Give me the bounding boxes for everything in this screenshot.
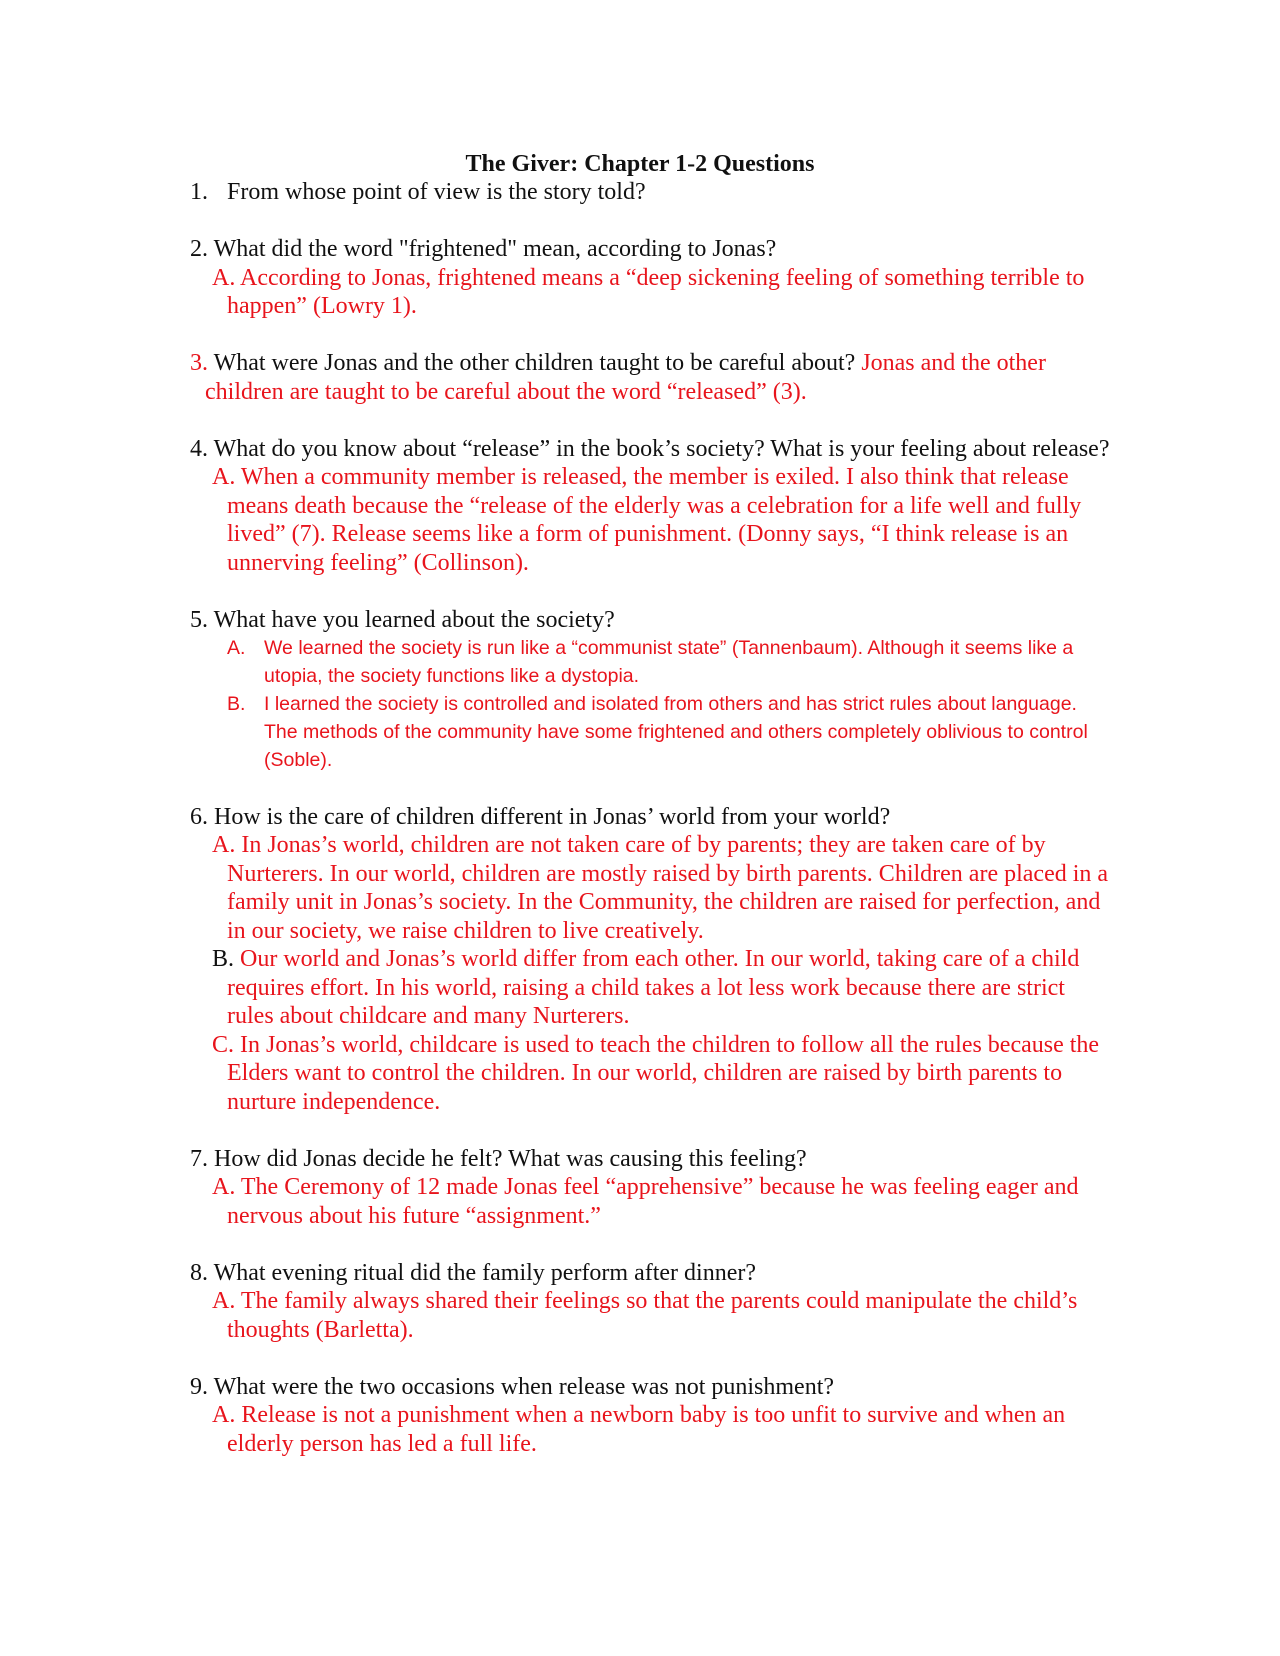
question-6: 6. How is the care of children different in Jonas’ world from your world? bbox=[190, 803, 891, 830]
answer-letter: B. bbox=[227, 693, 246, 715]
answer-6a: A. In Jonas’s world, children are not taken care of by parents; they are taken care of by Nurterers. In our world, children are mostly raised by birth parents. Children are placed in a family unit in Jonas’s society. In the Community, the children are raised for perfection, and in our society, we raise children to live creatively. bbox=[212, 832, 1109, 944]
question-2: 2. What did the word "frightened" mean, according to Jonas? bbox=[190, 236, 777, 262]
answer-9a: A. Release is not a punishment when a newborn baby is too unfit to survive and when an elderly person has led a full life. bbox=[212, 1402, 1066, 1457]
answer-8a: A. The family always shared their feelings so that the parents could manipulate the child’s thoughts (Barletta). bbox=[212, 1288, 1078, 1343]
answer-7a: A. The Ceremony of 12 made Jonas feel “apprehensive” because he was feeling eager and nervous about his future “assignment.” bbox=[212, 1174, 1079, 1229]
question-text: From whose point of view is the story told? bbox=[227, 179, 646, 205]
question-number: 3. bbox=[190, 350, 208, 376]
question-1 bbox=[190, 178, 1110, 207]
question-8: 8. What evening ritual did the family perform after dinner? bbox=[190, 1259, 757, 1286]
question-7: 7. How did Jonas decide he felt? What was causing this feeling? bbox=[190, 1145, 807, 1172]
answer-3: Jonas and the other children are taught to be careful about the word “released” (3). bbox=[205, 350, 1046, 405]
answer-4a: A. When a community member is released, the member is exiled. I also think that release means death because the “release of the elderly was a celebration for a life well and fully lived” (7). Release seems like a form of punishment. (Donny says, “I think release is an unnerving feeling” (Collinson). bbox=[212, 464, 1082, 576]
question-4: 4. What do you know about “release” in the book’s society? What is your feeling about release? bbox=[190, 435, 1110, 462]
answer-letter: A. bbox=[227, 637, 246, 659]
answer-list-5 bbox=[190, 634, 1110, 774]
answer-2a: A. According to Jonas, frightened means a “deep sickening feeling of something terrible to happen” (Lowry 1). bbox=[212, 264, 1085, 319]
answer-6b bbox=[190, 945, 1110, 1031]
answer-letter-b: B. bbox=[212, 946, 235, 972]
answer-text: Our world and Jonas’s world differ from each other. In our world, taking care of a child requires effort. In his world, raising a child takes a lot less work because there are strict rules about childcare and many Nurterers. bbox=[227, 946, 1080, 1029]
question-text: What were Jonas and the other children taught to be careful about? bbox=[208, 350, 862, 376]
page-title: The Giver: Chapter 1-2 Questions bbox=[465, 151, 815, 177]
answer-6c: C. In Jonas’s world, childcare is used to teach the children to follow all the rules because the Elders want to control the children. In our world, children are raised by birth parents to nurture independence. bbox=[212, 1031, 1100, 1115]
answer-5a bbox=[227, 634, 1110, 690]
question-list bbox=[190, 178, 1110, 1458]
answer-5b bbox=[227, 690, 1110, 774]
question-number: 1. bbox=[190, 179, 208, 205]
question-3 bbox=[190, 349, 1110, 406]
question-5: 5. What have you learned about the society? bbox=[190, 606, 615, 633]
answer-text: I learned the society is controlled and isolated from others and has strict rules about language. The methods of the community have some frightened and others completely oblivious to control (Soble). bbox=[264, 693, 1088, 771]
answer-text: We learned the society is run like a “communist state” (Tannenbaum). Although it seems like a utopia, the society functions like a dystopia. bbox=[264, 637, 1074, 687]
question-9: 9. What were the two occasions when release was not punishment? bbox=[190, 1373, 835, 1400]
